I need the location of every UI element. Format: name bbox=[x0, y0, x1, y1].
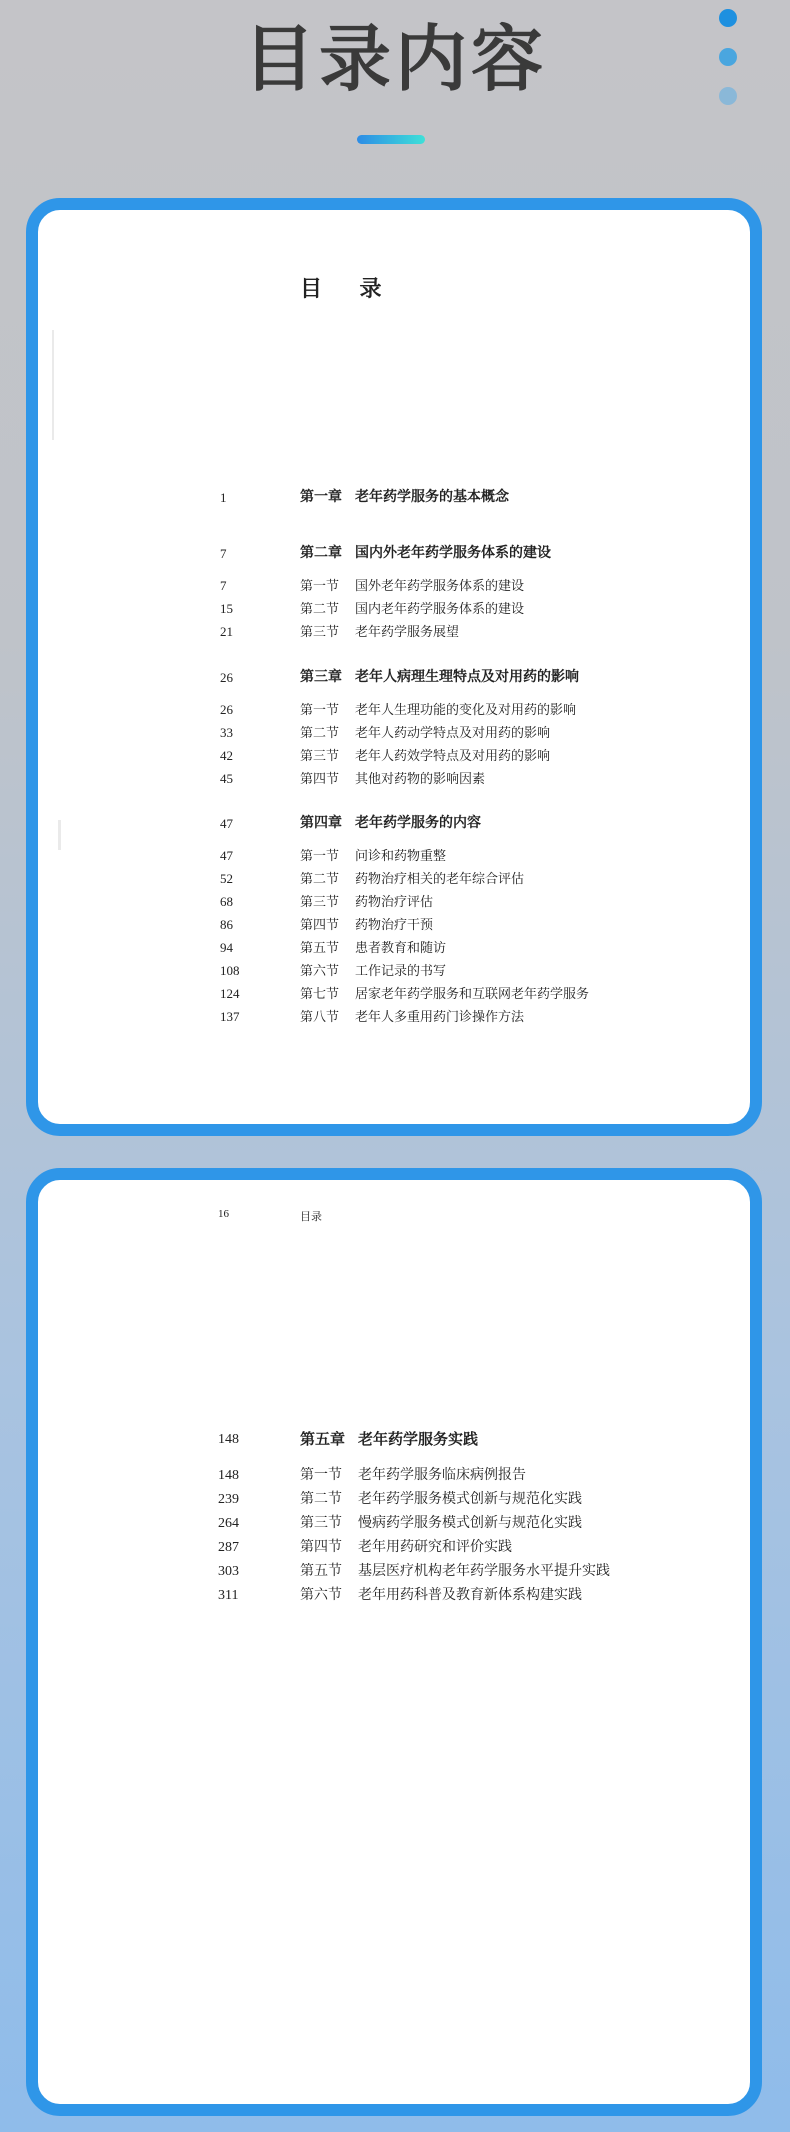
toc-entry-number: 第三节 bbox=[300, 624, 340, 639]
toc-page-number: 7 bbox=[220, 546, 227, 561]
toc-page-number: 47 bbox=[220, 848, 233, 863]
toc-page-number: 86 bbox=[220, 917, 233, 932]
toc-page-number: 45 bbox=[220, 771, 233, 786]
toc-page-number: 239 bbox=[218, 1492, 239, 1507]
toc-entry-title: 老年药学服务的内容 bbox=[355, 816, 481, 831]
toc-page-number: 94 bbox=[220, 940, 233, 955]
toc-entry-title: 患者教育和随访 bbox=[355, 940, 447, 955]
toc-entry-title: 老年药学服务模式创新与规范化实践 bbox=[358, 1492, 582, 1507]
toc-entry-title: 老年人病理生理特点及对用药的影响 bbox=[355, 670, 579, 685]
toc-entry-number: 第一节 bbox=[300, 578, 340, 593]
toc-section-row bbox=[38, 769, 750, 789]
toc-page-number: 26 bbox=[220, 702, 233, 717]
toc-page-number: 7 bbox=[220, 578, 227, 593]
toc-entry-title: 老年人药效学特点及对用药的影响 bbox=[355, 748, 551, 763]
toc-entry-number: 第二节 bbox=[300, 601, 340, 616]
toc-page-1-card bbox=[26, 198, 762, 1136]
toc-section-row bbox=[38, 1514, 750, 1534]
toc-section-row bbox=[38, 846, 750, 866]
toc-section-row bbox=[38, 1586, 750, 1606]
toc-section-row bbox=[38, 984, 750, 1004]
toc-entry-title: 国外老年药学服务体系的建设 bbox=[355, 578, 525, 593]
toc-section-row bbox=[38, 869, 750, 889]
toc-chapter-row bbox=[38, 488, 750, 508]
toc-section-row bbox=[38, 961, 750, 981]
toc-section-row bbox=[38, 1538, 750, 1558]
toc-section-row bbox=[38, 700, 750, 720]
toc-entry-number: 第三章 bbox=[300, 670, 342, 685]
decor-dot-icon bbox=[719, 48, 737, 66]
toc-page-number: 68 bbox=[220, 894, 233, 909]
toc-entry-title: 老年药学服务的基本概念 bbox=[355, 490, 509, 505]
toc-page-number: 33 bbox=[220, 725, 233, 740]
toc-page-number: 137 bbox=[220, 1009, 240, 1024]
toc-section-row bbox=[38, 576, 750, 596]
toc-entry-title: 问诊和药物重整 bbox=[355, 848, 447, 863]
toc-page-number: 42 bbox=[220, 748, 233, 763]
toc-section-row bbox=[38, 723, 750, 743]
toc-entry-title: 国内外老年药学服务体系的建设 bbox=[355, 546, 551, 561]
toc-entry-title: 药物治疗评估 bbox=[355, 894, 434, 909]
toc-entry-number: 第四节 bbox=[300, 1540, 342, 1555]
toc-entry-title: 老年人药动学特点及对用药的影响 bbox=[355, 725, 551, 740]
toc-entry-title: 老年药学服务展望 bbox=[355, 624, 460, 639]
toc-entry-title: 老年人生理功能的变化及对用药的影响 bbox=[355, 702, 577, 717]
toc-page-number: 1 bbox=[220, 490, 227, 505]
toc-entry-title: 老年用药研究和评价实践 bbox=[358, 1540, 512, 1555]
toc-entry-number: 第五章 bbox=[300, 1432, 346, 1448]
toc-chapter-row bbox=[38, 544, 750, 564]
toc-entry-title: 老年人多重用药门诊操作方法 bbox=[355, 1009, 525, 1024]
toc-entry-number: 第三节 bbox=[300, 748, 340, 763]
toc-entry-number: 第六节 bbox=[300, 963, 340, 978]
toc-page-number: 52 bbox=[220, 871, 233, 886]
toc-section-row bbox=[38, 1562, 750, 1582]
toc-page-number: 311 bbox=[218, 1588, 239, 1603]
toc-entry-number: 第二章 bbox=[300, 546, 342, 561]
toc-entry-title: 国内老年药学服务体系的建设 bbox=[355, 601, 525, 616]
toc-page-number: 108 bbox=[220, 963, 240, 978]
toc-chapter-row bbox=[38, 1430, 750, 1450]
toc-page-number: 303 bbox=[218, 1564, 239, 1579]
toc-entry-title: 慢病药学服务模式创新与规范化实践 bbox=[358, 1516, 582, 1531]
decor-dot-icon bbox=[719, 87, 737, 105]
scan-edge-mark bbox=[52, 330, 54, 440]
toc-heading: 目 录 bbox=[300, 276, 398, 301]
toc-entry-number: 第七节 bbox=[300, 986, 340, 1001]
toc-page-number: 26 bbox=[220, 670, 233, 685]
toc-page-number: 287 bbox=[218, 1540, 239, 1555]
toc-entry-title: 其他对药物的影响因素 bbox=[355, 771, 486, 786]
decor-dot-icon bbox=[719, 9, 737, 27]
toc-chapter-row bbox=[38, 814, 750, 834]
toc-entry-number: 第六节 bbox=[300, 1588, 342, 1603]
toc-entry-title: 老年药学服务实践 bbox=[358, 1432, 479, 1448]
toc-page-2-card bbox=[26, 1168, 762, 2116]
toc-entry-title: 药物治疗干预 bbox=[355, 917, 434, 932]
toc-entry-number: 第四节 bbox=[300, 917, 340, 932]
toc-entry-number: 第二节 bbox=[300, 725, 340, 740]
toc-entry-number: 第一节 bbox=[300, 702, 340, 717]
toc-page-number: 21 bbox=[220, 624, 233, 639]
toc-entry-number: 第五节 bbox=[300, 1564, 342, 1579]
toc-entry-number: 第三节 bbox=[300, 894, 340, 909]
toc-section-row bbox=[38, 622, 750, 642]
toc-section-row bbox=[38, 892, 750, 912]
toc-page-number: 148 bbox=[218, 1468, 239, 1483]
toc-entry-title: 基层医疗机构老年药学服务水平提升实践 bbox=[358, 1564, 610, 1579]
toc-entry-number: 第二节 bbox=[300, 1492, 342, 1507]
toc-section-row bbox=[38, 746, 750, 766]
toc-entry-title: 老年用药科普及教育新体系构建实践 bbox=[358, 1588, 582, 1603]
page-title: 目录内容 bbox=[242, 17, 547, 101]
toc-entry-number: 第一节 bbox=[300, 848, 340, 863]
toc-entry-title: 居家老年药学服务和互联网老年药学服务 bbox=[355, 986, 590, 1001]
toc-entry-number: 第四节 bbox=[300, 771, 340, 786]
toc-page-number: 148 bbox=[218, 1432, 239, 1447]
toc-entry-number: 第四章 bbox=[300, 816, 342, 831]
toc-entry-title: 药物治疗相关的老年综合评估 bbox=[355, 871, 525, 886]
toc-entry-title: 工作记录的书写 bbox=[355, 963, 447, 978]
toc-page-number: 47 bbox=[220, 816, 233, 831]
title-underline-bar bbox=[357, 135, 425, 144]
toc-entry-number: 第二节 bbox=[300, 871, 340, 886]
toc-chapter-row bbox=[38, 668, 750, 688]
toc-entry-number: 第三节 bbox=[300, 1516, 342, 1531]
toc-section-row bbox=[38, 599, 750, 619]
toc-section-row bbox=[38, 938, 750, 958]
toc-entry-number: 第一章 bbox=[300, 490, 342, 505]
toc-section-row bbox=[38, 915, 750, 935]
toc-section-row bbox=[38, 1490, 750, 1510]
toc-entry-title: 老年药学服务临床病例报告 bbox=[358, 1468, 526, 1483]
toc-entry-number: 第八节 bbox=[300, 1009, 340, 1024]
toc-page-number: 124 bbox=[220, 986, 240, 1001]
toc-section-row bbox=[38, 1007, 750, 1027]
toc-section-row bbox=[38, 1466, 750, 1486]
toc-page-number: 15 bbox=[220, 601, 233, 616]
running-head-page-number: 16 bbox=[218, 1208, 229, 1220]
running-head-title: 目录 bbox=[300, 1211, 322, 1223]
toc-page-number: 264 bbox=[218, 1516, 239, 1531]
toc-entry-number: 第五节 bbox=[300, 940, 340, 955]
toc-entry-number: 第一节 bbox=[300, 1468, 342, 1483]
